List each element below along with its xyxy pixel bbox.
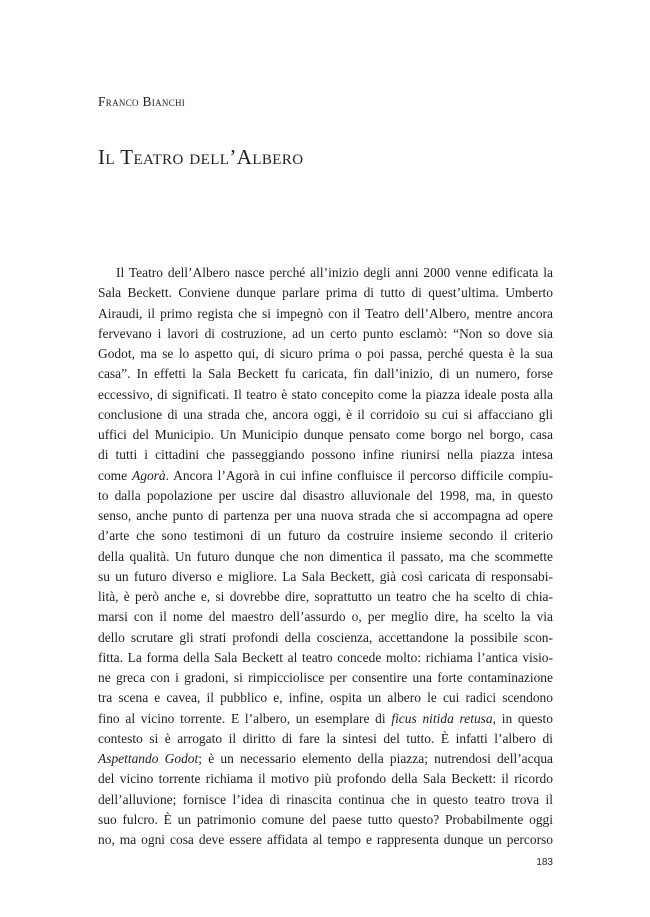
body-line: Aspettando Godot; è un necessario elemento della piazza; nutrendosi dell’acqua — [98, 751, 554, 766]
body-line: fitta. La forma della Sala Beckett al teatro concede molto: richiama l’antica visio- — [98, 649, 553, 665]
italic-term: ficus nitida retusa — [391, 710, 493, 726]
body-line: fervevano i lavori di costruzione, ad un certo punto esclamò: “Non so dove sia — [98, 325, 553, 341]
essay-title: Il Teatro dell’Albero — [98, 145, 304, 169]
body-line: dello scrutare gli strati profondi della coscienza, accettandone la possibile scon- — [98, 629, 553, 645]
body-line: Sala Beckett. Conviene dunque parlare prima di tutto di quest’ultima. Umberto — [98, 285, 553, 301]
body-line: del vicino torrente richiama il motivo più profondo della Sala Beckett: il ricordo — [98, 771, 553, 787]
body-line: come Agorà. Ancora l’Agorà in cui infine confluisce il percorso difficile compiu- — [98, 467, 553, 483]
body-line: d’arte che sono testimoni di un futuro da costruire insieme secondo il criterio — [98, 528, 553, 544]
body-line: eccessivo, di significati. Il teatro è stato concepito come la piazza ideale posta alla — [98, 386, 553, 402]
author-name: Franco Bianchi — [98, 94, 186, 109]
body-text — [98, 263, 553, 850]
body-line: contesto si è arrogato il diritto di fare la sintesi del tutto. È infatti l’albero di — [98, 730, 553, 746]
body-line: su un futuro diverso e migliore. La Sala Beckett, già così caricata di responsabi- — [98, 568, 553, 584]
italic-term: Agorà — [132, 467, 166, 483]
body-line: fino al vicino torrente. E l’albero, un esemplare di ficus nitida retusa, in questo — [98, 710, 553, 726]
page-number: 183 — [536, 857, 553, 868]
italic-term: Aspettando Godot — [98, 751, 199, 766]
body-line: suo fulcro. È un patrimonio comune del paese tutto questo? Probabilmente oggi — [98, 811, 553, 827]
body-line: Airaudi, il primo regista che si impegnò con il Teatro dell’Albero, mentre ancora — [98, 305, 553, 321]
body-line: della qualità. Un futuro dunque che non dimentica il passato, ma che scommette — [98, 548, 553, 564]
body-line: conclusione di una strada che, ancora oggi, è il corridoio su cui si affacciano gli — [98, 406, 553, 422]
body-line: senso, anche punto di partenza per una nuova strada che si accompagna ad opere — [98, 508, 553, 523]
body-line: uffici del Municipio. Un Municipio dunque pensato come borgo nel borgo, casa — [98, 427, 553, 442]
body-line: Godot, ma se lo aspetto qui, di sicuro prima o poi passa, perché questa è la sua — [98, 346, 553, 361]
body-line: no, ma ogni cosa deve essere affidata al tempo e rappresenta dunque un percorso — [98, 832, 553, 847]
body-line: Il Teatro dell’Albero nasce perché all’inizio degli anni 2000 venne edificata la — [116, 265, 553, 280]
body-line: marsi con il nome del maestro dell’assurdo o, per meglio dire, ha scelto la via — [98, 609, 553, 625]
body-line: ne greca con i gradoni, si rimpicciolisce per consentire una forte contaminazione — [98, 670, 553, 685]
body-line: di tutti i cittadini che passeggiando possono infine riunirsi nella piazza intesa — [98, 447, 553, 463]
body-line: to dalla popolazione per uscire dal disastro alluvionale del 1998, ma, in questo — [98, 487, 553, 503]
body-line: dell’alluvione; fornisce l’idea di rinascita continua che in questo teatro trova il — [98, 791, 553, 807]
body-line: tra scena e cavea, il pubblico e, infine, ospita un albero le cui radici scendono — [98, 690, 553, 706]
body-line: lità, è però anche e, si dovrebbe dire, soprattutto un teatro che ha scelto di chia- — [98, 589, 553, 604]
body-line: casa”. In effetti la Sala Beckett fu caricata, fin dall’inizio, di un numero, forse — [98, 366, 553, 382]
